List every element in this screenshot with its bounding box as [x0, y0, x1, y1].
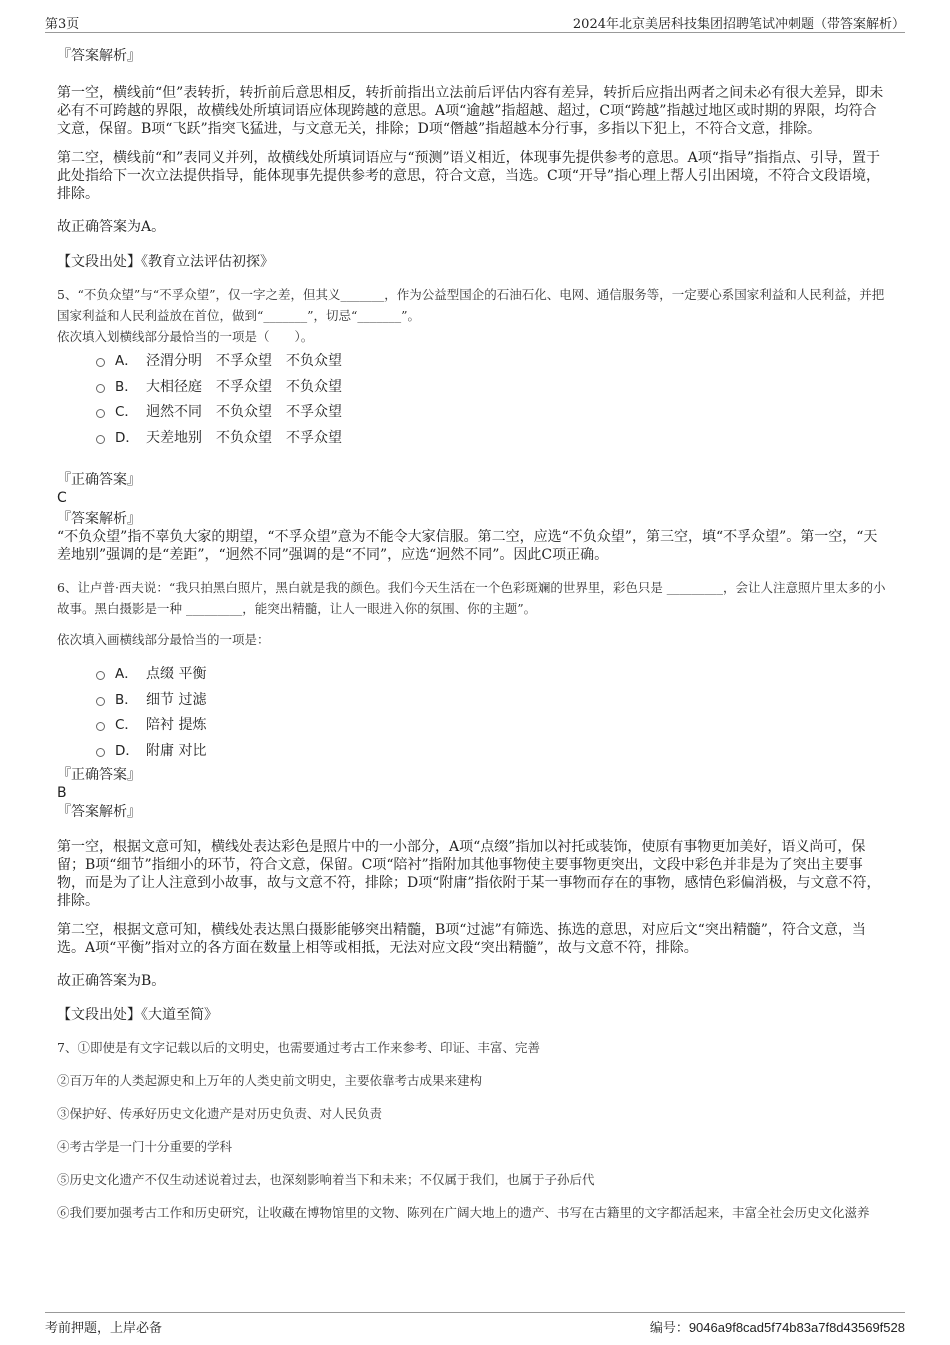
q6-prompt: 依次填入画横线部分最恰当的一项是：: [57, 632, 270, 647]
q6-answer: B: [57, 785, 67, 801]
q4-source: 【文段出处】《教育立法评估初探》: [57, 254, 274, 270]
q4-analysis-para1: 第一空，横线前“但”表转折，转折前后意思相反，转折前指出立法前后评估内容有差异，转折后应指出两者之间未必有很大差异，即未必有不可跨越的界限，故横线处所填词语应体现跨越的意思。A项“逾越”指超越、超过，C项“跨越”指越过地区或时期的界限，均符合文意，保留。B项“飞跃”指突飞猛进，与文意无关，排除；D项“僭越”指超越本分行事，多指以下犯上，不符合文意，排除。: [57, 85, 884, 137]
q5-prompt: 依次填入划横线部分最恰当的一项是（ ）。: [57, 329, 314, 344]
q5-option-b[interactable]: B． 大相径庭 不孚众望 不负众望: [57, 375, 887, 401]
q7-stem: 7、①即使是有文字记载以后的文明史，也需要通过考古工作来参考、印证、丰富、完善: [57, 1040, 540, 1055]
page-number: 第3页: [45, 17, 80, 32]
q6-analysis-para2: 第二空，根据文意可知，横线处表达黑白摄影能够突出精髓，B项“过滤”有筛选、拣选的意思，对应后文“突出精髓”，符合文意，当选。A项“平衡”指对立的各方面在数量上相等或相抵，无法对应文段“突出精髓”，故与文意不符，排除。: [57, 922, 866, 956]
footer-slogan: 考前押题，上岸必备: [45, 1321, 163, 1336]
q7-item-5: ⑤历史文化遗产不仅生动述说着过去，也深刻影响着当下和未来；不仅属于我们，也属于子孙后代: [57, 1172, 595, 1187]
radio-icon[interactable]: [96, 671, 105, 680]
q6-option-a[interactable]: A． 点缀 平衡: [57, 662, 887, 688]
q4-analysis-para2: 第二空，横线前“和”表同义并列，故横线处所填词语应与“预测”语义相近，体现事先提供参考的意思。A项“指导”指指点、引导，置于此处指给下一次立法提供指导，能体现事先提供参考的意思，符合文意，当选。C项“开导”指心理上帮人引出困境，不符合文段语境，排除。: [57, 150, 881, 202]
radio-icon[interactable]: [96, 384, 105, 393]
q4-conclusion: 故正确答案为A。: [57, 219, 166, 235]
q5-stem: 5、“不负众望”与“不孚众望”，仅一字之差，但其义_______，作为公益型国企的石油石化、电网、通信服务等，一定要心系国家利益和人民利益，并把国家利益和人民利益放在首位，做到“_______”，切忌“_______”。: [57, 287, 885, 323]
q6-option-b[interactable]: B． 细节 过滤: [57, 688, 887, 714]
document-title: 2024年北京美居科技集团招聘笔试冲刺题（带答案解析）: [572, 17, 905, 32]
q6-source: 【文段出处】《大道至简》: [57, 1007, 218, 1023]
radio-icon[interactable]: [96, 358, 105, 367]
q6-option-d[interactable]: D． 附庸 对比: [57, 739, 887, 765]
radio-icon[interactable]: [96, 697, 105, 706]
q6-options: [57, 662, 887, 764]
q4-analysis-heading: 『答案解析』: [57, 48, 141, 64]
radio-icon[interactable]: [96, 435, 105, 444]
q5-analysis: “不负众望”指不辜负大家的期望，“不孚众望”意为不能令大家信服。第二空，应选“不负众望”，第三空，填“不孚众望”。第一空，“天差地别”强调的是“差距”，“迥然不同”强调的是“不同”，应选“迥然不同”。因此C项正确。: [57, 529, 878, 563]
q5-option-d[interactable]: D． 天差地别 不负众望 不孚众望: [57, 426, 887, 452]
page-content: [57, 42, 887, 1223]
q5-option-a[interactable]: A． 泾渭分明 不孚众望 不负众望: [57, 349, 887, 375]
document-code: 编号：9046a9f8cad5f74b83a7f8d43569f528: [649, 1320, 905, 1335]
q7-item-6: ⑥我们要加强考古工作和历史研究，让收藏在博物馆里的文物、陈列在广阔大地上的遗产、书写在古籍里的文字都活起来，丰富全社会历史文化滋养: [57, 1205, 870, 1220]
radio-icon[interactable]: [96, 722, 105, 731]
q7-item-3: ③保护好、传承好历史文化遗产是对历史负责、对人民负责: [57, 1106, 383, 1121]
q6-analysis-para1: 第一空，根据文意可知，横线处表达彩色是照片中的一小部分，A项“点缀”指加以衬托或装饰，使原有事物更加美好，语义尚可，保留；B项“细节”指细小的环节，符合文意，保留。C项“陪衬”指附加其他事物使主要事物更突出，文段中彩色并非是为了突出主要事物，而是为了让人注意到小故事，故与文意不符，排除；D项“附庸”指依附于某一事物而存在的事物，感情色彩偏消极，与文意不符，排除。: [57, 839, 881, 909]
radio-icon[interactable]: [96, 409, 105, 418]
q5-answer-heading: 『正确答案』: [57, 472, 141, 488]
q5-analysis-heading: 『答案解析』: [57, 511, 141, 527]
q7-item-2: ②百万年的人类起源史和上万年的人类史前文明史，主要依靠考古成果来建构: [57, 1073, 483, 1088]
q6-analysis-heading: 『答案解析』: [57, 804, 141, 820]
q6-stem: 6、让卢普·西夫说：“我只拍黑白照片，黑白就是我的颜色。我们今天生活在一个色彩斑斓的世界里，彩色只是 _________，会让人注意照片里太多的小故事。黑白摄影是一种 _________，能突出精髓，让人一眼进入你的氛围、你的主题”。: [57, 580, 886, 616]
radio-icon[interactable]: [96, 748, 105, 757]
q5-options: [57, 349, 887, 451]
q5-answer: C: [57, 490, 67, 506]
q6-option-c[interactable]: C． 陪衬 提炼: [57, 713, 887, 739]
page-header: [45, 10, 905, 33]
q5-option-c[interactable]: C． 迥然不同 不负众望 不孚众望: [57, 400, 887, 426]
q6-conclusion: 故正确答案为B。: [57, 973, 166, 989]
page-footer: [45, 1312, 905, 1335]
q6-answer-heading: 『正确答案』: [57, 767, 141, 783]
q7-item-4: ④考古学是一门十分重要的学科: [57, 1139, 233, 1154]
